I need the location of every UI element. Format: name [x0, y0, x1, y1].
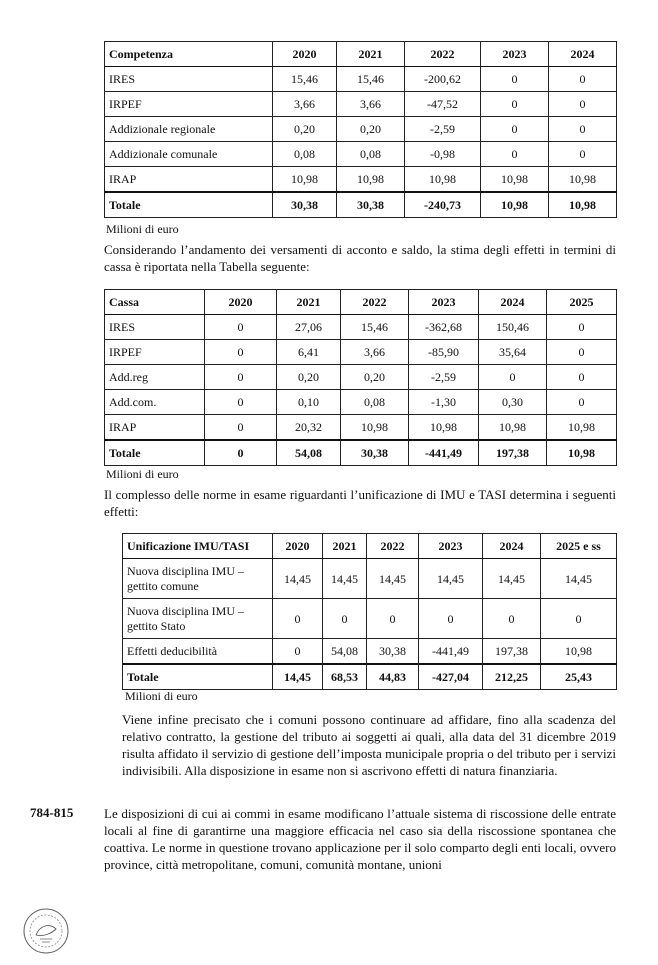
table-header-row	[105, 42, 617, 67]
cell: 10,98	[481, 167, 549, 193]
row-label: Add.com.	[105, 390, 205, 415]
row-label: IRAP	[105, 415, 205, 441]
cell: 0	[483, 599, 541, 639]
table-row	[105, 167, 617, 193]
cell: 0	[205, 340, 277, 365]
total-cell: 10,98	[547, 440, 617, 466]
table-unit-note: Milioni di euro	[106, 467, 179, 481]
table-unit-note: Milioni di euro	[125, 689, 198, 703]
cell: 10,98	[547, 415, 617, 441]
total-cell: 10,98	[481, 192, 549, 218]
cell: 0	[547, 390, 617, 415]
cell: 14,45	[541, 559, 617, 599]
header-cell: 2022	[405, 42, 481, 67]
total-cell: 30,38	[337, 192, 405, 218]
cell: -0,98	[405, 142, 481, 167]
cell: 0	[541, 599, 617, 639]
cell: 10,98	[541, 639, 617, 665]
row-label: IRAP	[105, 167, 273, 193]
table-cassa	[104, 289, 617, 466]
header-cell: 2020	[273, 534, 323, 559]
official-seal-icon	[22, 907, 70, 955]
total-cell: 25,43	[541, 664, 617, 690]
table-row	[105, 415, 617, 441]
cell: -2,59	[409, 365, 479, 390]
cell: -47,52	[405, 92, 481, 117]
total-cell: -240,73	[405, 192, 481, 218]
table-row	[105, 142, 617, 167]
table-competenza	[104, 41, 617, 218]
cell: 0	[273, 599, 323, 639]
header-cell: 2025 e ss	[541, 534, 617, 559]
header-cell: 2021	[277, 290, 341, 315]
cell: 15,46	[337, 67, 405, 92]
table-row	[105, 92, 617, 117]
cell: 0	[547, 315, 617, 340]
cell: 0,08	[341, 390, 409, 415]
cell: 10,98	[405, 167, 481, 193]
cell: 6,41	[277, 340, 341, 365]
row-label: Nuova disciplina IMU – gettito Stato	[123, 599, 273, 639]
cell: -2,59	[405, 117, 481, 142]
cell: 0	[367, 599, 419, 639]
header-cell: Cassa	[105, 290, 205, 315]
header-cell: Competenza	[105, 42, 273, 67]
row-label: IRPEF	[105, 92, 273, 117]
table-unit-note: Milioni di euro	[106, 222, 179, 236]
cell: -200,62	[405, 67, 481, 92]
cell: -1,30	[409, 390, 479, 415]
total-cell: 68,53	[323, 664, 367, 690]
row-label: IRPEF	[105, 340, 205, 365]
header-cell: Unificazione IMU/TASI	[123, 534, 273, 559]
table-total-row	[123, 664, 617, 690]
cell: 15,46	[273, 67, 337, 92]
cell: 0	[205, 390, 277, 415]
table-total-row	[105, 192, 617, 218]
cell: 0	[547, 365, 617, 390]
cell: 0	[479, 365, 547, 390]
header-cell: 2022	[367, 534, 419, 559]
cell: 0	[549, 142, 617, 167]
total-label: Totale	[123, 664, 273, 690]
cell: 0	[549, 67, 617, 92]
cell: 15,46	[341, 315, 409, 340]
table-row	[123, 559, 617, 599]
cell: 0	[481, 67, 549, 92]
cell: -441,49	[419, 639, 483, 665]
header-cell: 2020	[205, 290, 277, 315]
cell: 0,08	[273, 142, 337, 167]
row-label: Effetti deducibilità	[123, 639, 273, 665]
cell: 10,98	[479, 415, 547, 441]
cell: 0	[481, 117, 549, 142]
table-header-row	[105, 290, 617, 315]
table-row	[105, 340, 617, 365]
cell: 0,20	[277, 365, 341, 390]
cell: 0	[549, 117, 617, 142]
cell: 27,06	[277, 315, 341, 340]
cell: 0	[205, 315, 277, 340]
table-row	[105, 365, 617, 390]
cell: 14,45	[273, 559, 323, 599]
cell: 0,20	[273, 117, 337, 142]
cell: 3,66	[341, 340, 409, 365]
cell: 10,98	[273, 167, 337, 193]
header-cell: 2020	[273, 42, 337, 67]
header-cell: 2021	[323, 534, 367, 559]
cell: 0	[547, 340, 617, 365]
header-cell: 2025	[547, 290, 617, 315]
cell: 0,10	[277, 390, 341, 415]
cell: 10,98	[337, 167, 405, 193]
cell: 0	[549, 92, 617, 117]
cell: 0,20	[341, 365, 409, 390]
cell: -362,68	[409, 315, 479, 340]
table-row	[105, 390, 617, 415]
cell: 0,20	[337, 117, 405, 142]
cell: 0,08	[337, 142, 405, 167]
paragraph: Il complesso delle norme in esame riguardanti l’unificazione di IMU e TASI determina i seguenti effetti:	[104, 487, 616, 519]
cell: 14,45	[367, 559, 419, 599]
paragraph: Viene infine precisato che i comuni possono continuare ad affidare, fino alla scadenza del relativo contratto, la gestione del tributo ai soggetti ai quali, alla data del 31 dicembre 2019 risulta affidato il servizio di gestione dell’imposta municipale propria o del tributo per i servizi indivisibili. Alla disposizione in esame non si ascrivono effetti di natura finanziaria.	[122, 712, 616, 778]
cell: 197,38	[483, 639, 541, 665]
cell: 0	[481, 142, 549, 167]
total-cell: 197,38	[479, 440, 547, 466]
row-label: Nuova disciplina IMU – gettito comune	[123, 559, 273, 599]
header-cell: 2023	[419, 534, 483, 559]
total-label: Totale	[105, 192, 273, 218]
header-cell: 2023	[481, 42, 549, 67]
paragraph: Le disposizioni di cui ai commi in esame modificano l’attuale sistema di riscossione delle entrate locali al fine di garantirne una maggiore efficacia nel caso sia della riscossione spontanea che coattiva. Le norme in questione trovano applicazione per il solo comparto degli enti locali, ovvero province, città metropolitane, comuni, comunità montane, unioni	[104, 806, 616, 872]
total-cell: 54,08	[277, 440, 341, 466]
total-cell: 212,25	[483, 664, 541, 690]
cell: 54,08	[323, 639, 367, 665]
paragraph: Considerando l’andamento dei versamenti di acconto e saldo, la stima degli effetti in termini di cassa è riportata nella Tabella seguente:	[104, 242, 616, 274]
header-cell: 2024	[483, 534, 541, 559]
total-cell: 30,38	[341, 440, 409, 466]
cell: 14,45	[483, 559, 541, 599]
table-row	[105, 315, 617, 340]
table-row	[123, 599, 617, 639]
cell: 35,64	[479, 340, 547, 365]
table-header-row	[123, 534, 617, 559]
total-cell: 14,45	[273, 664, 323, 690]
total-label: Totale	[105, 440, 205, 466]
header-cell: 2023	[409, 290, 479, 315]
total-cell: 30,38	[273, 192, 337, 218]
cell: 14,45	[419, 559, 483, 599]
cell: 3,66	[337, 92, 405, 117]
cell: 150,46	[479, 315, 547, 340]
row-label: IRES	[105, 315, 205, 340]
row-label: Addizionale comunale	[105, 142, 273, 167]
row-label: Add.reg	[105, 365, 205, 390]
cell: 10,98	[341, 415, 409, 441]
table-unificazione-imu-tasi	[122, 533, 617, 690]
total-cell: -441,49	[409, 440, 479, 466]
header-cell: 2021	[337, 42, 405, 67]
cell: 14,45	[323, 559, 367, 599]
cell: 0	[419, 599, 483, 639]
row-label: Addizionale regionale	[105, 117, 273, 142]
header-cell: 2022	[341, 290, 409, 315]
cell: 0	[481, 92, 549, 117]
section-reference: 784-815	[30, 805, 74, 820]
total-cell: 0	[205, 440, 277, 466]
table-total-row	[105, 440, 617, 466]
cell: 10,98	[549, 167, 617, 193]
cell: 0	[323, 599, 367, 639]
cell: 10,98	[409, 415, 479, 441]
table-row	[105, 67, 617, 92]
total-cell: 10,98	[549, 192, 617, 218]
cell: 0	[273, 639, 323, 665]
cell: 0	[205, 365, 277, 390]
cell: 3,66	[273, 92, 337, 117]
header-cell: 2024	[549, 42, 617, 67]
table-row	[123, 639, 617, 665]
cell: -85,90	[409, 340, 479, 365]
total-cell: 44,83	[367, 664, 419, 690]
row-label: IRES	[105, 67, 273, 92]
table-row	[105, 117, 617, 142]
cell: 0,30	[479, 390, 547, 415]
total-cell: -427,04	[419, 664, 483, 690]
cell: 20,32	[277, 415, 341, 441]
cell: 0	[205, 415, 277, 441]
header-cell: 2024	[479, 290, 547, 315]
cell: 30,38	[367, 639, 419, 665]
